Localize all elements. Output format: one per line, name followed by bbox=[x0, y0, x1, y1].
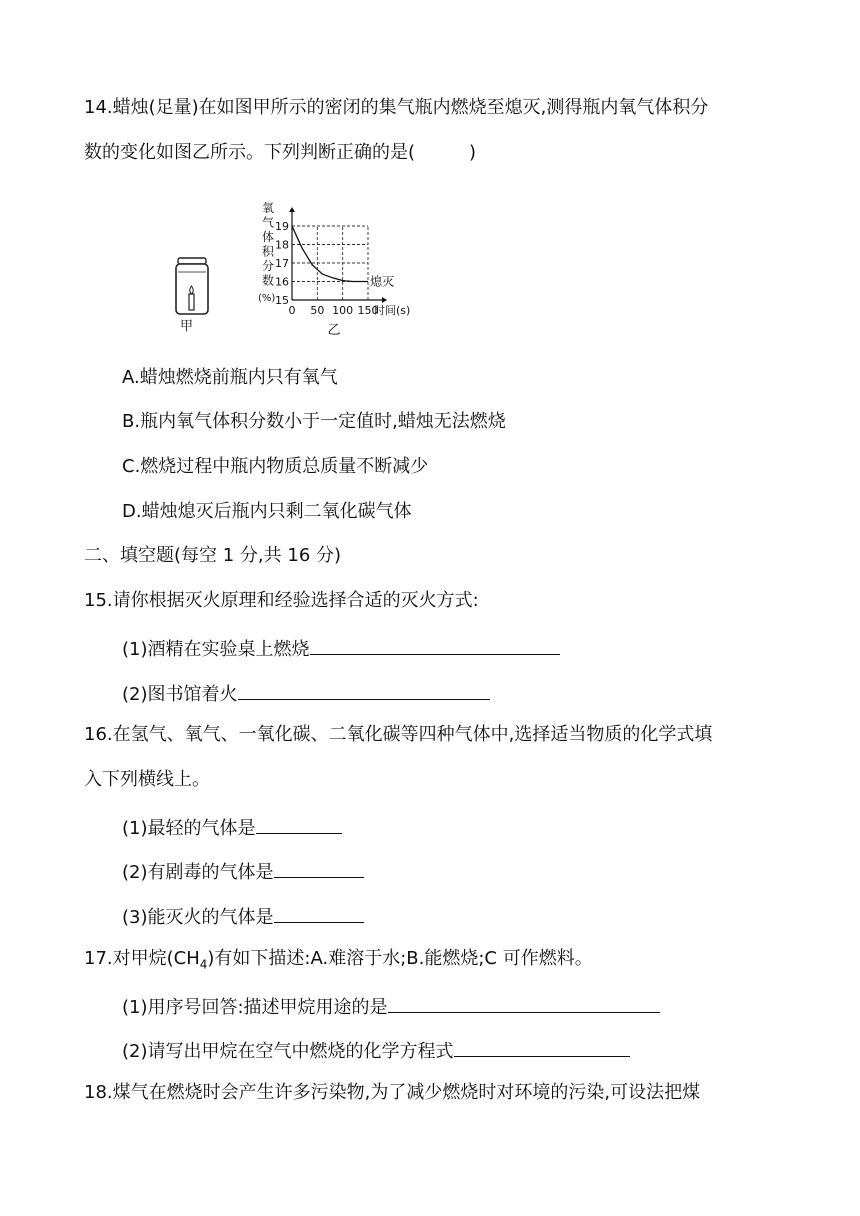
y-tick-label: 18 bbox=[275, 238, 289, 252]
q17-item-1 bbox=[122, 992, 660, 1020]
x-axis-arrow bbox=[382, 297, 387, 303]
y-axis-label-char: 氧 bbox=[262, 201, 275, 215]
q17-answer-blank-2[interactable] bbox=[454, 1036, 630, 1057]
section-2-title: 二、填空题(每空 1 分,共 16 分) bbox=[84, 545, 342, 566]
q14-option-d: D.蜡烛熄灭后瓶内只剩二氧化碳气体 bbox=[122, 501, 412, 522]
x-tick-label: 50 bbox=[310, 304, 325, 317]
q16-stem-line1: 16.在氢气、氧气、一氧化碳、二氧化碳等四种气体中,选择适当物质的化学式填 bbox=[84, 724, 713, 745]
q17-answer-blank-1[interactable] bbox=[388, 992, 660, 1013]
q14-stem-line1: 14.蜡烛(足量)在如图甲所示的密闭的集气瓶内燃烧至熄灭,测得瓶内氧气体积分 bbox=[84, 97, 709, 118]
y-tick-label: 19 bbox=[275, 220, 289, 233]
oxygen-chart bbox=[258, 201, 410, 338]
y-axis-arrow bbox=[289, 207, 295, 212]
q15-item-1-text: (1)酒精在实验桌上燃烧 bbox=[122, 639, 310, 660]
q14-figure bbox=[170, 194, 440, 344]
q17-stem bbox=[84, 947, 593, 977]
q14-option-a: A.蜡烛燃烧前瓶内只有氧气 bbox=[122, 367, 338, 388]
figure-svg bbox=[170, 194, 440, 344]
q16-item-3-text: (3)能灭火的气体是 bbox=[122, 907, 274, 928]
q14-option-b: B.瓶内氧气体积分数小于一定值时,蜡烛无法燃烧 bbox=[122, 411, 506, 432]
q15-stem: 15.请你根据灭火原理和经验选择合适的灭火方式: bbox=[84, 590, 479, 611]
y-tick-label: 15 bbox=[275, 294, 289, 307]
q17-stem-a: 17.对甲烷(CH bbox=[84, 948, 200, 969]
q15-item-2-text: (2)图书馆着火 bbox=[122, 684, 238, 705]
q17-item-1-text: (1)用序号回答:描述甲烷用途的是 bbox=[122, 997, 388, 1018]
y-axis-label-char: 气 bbox=[262, 215, 275, 230]
x-axis-label: 时间(s) bbox=[374, 304, 411, 317]
q16-item-1-text: (1)最轻的气体是 bbox=[122, 818, 256, 839]
q16-stem-line2: 入下列横线上。 bbox=[84, 769, 210, 790]
q16-answer-blank-1[interactable] bbox=[256, 813, 342, 834]
q17-item-2-text: (2)请写出甲烷在空气中燃烧的化学方程式 bbox=[122, 1041, 454, 1062]
gas-jar-icon bbox=[176, 258, 208, 314]
q17-item-2 bbox=[122, 1036, 630, 1064]
q15-item-1 bbox=[122, 634, 560, 662]
q15-item-2 bbox=[122, 679, 490, 707]
q15-answer-blank-1[interactable] bbox=[310, 634, 560, 655]
x-tick-label: 0 bbox=[288, 304, 296, 317]
q14-option-c: C.燃烧过程中瓶内物质总质量不断减少 bbox=[122, 456, 429, 477]
q18-stem-line1: 18.煤气在燃烧时会产生许多污染物,为了减少燃烧时对环境的污染,可设法把煤 bbox=[84, 1082, 701, 1103]
q14-stem-line2: 数的变化如图乙所示。下列判断正确的是( ) bbox=[84, 142, 477, 163]
y-axis-label-char: 数 bbox=[262, 273, 275, 288]
q16-answer-blank-2[interactable] bbox=[274, 857, 364, 878]
q16-item-2 bbox=[122, 857, 364, 885]
y-axis-label-char: 分 bbox=[262, 259, 275, 273]
q15-answer-blank-2[interactable] bbox=[238, 679, 490, 700]
oxygen-curve bbox=[292, 226, 368, 282]
y-tick-label: 17 bbox=[275, 257, 289, 270]
extinguished-annotation: 熄灭 bbox=[370, 274, 395, 289]
x-tick-label: 100 bbox=[332, 304, 354, 317]
q16-item-1 bbox=[122, 813, 342, 841]
y-axis-label-char: 体 bbox=[262, 230, 275, 244]
x-tick-label: 150 bbox=[357, 304, 379, 317]
jar-label: 甲 bbox=[180, 319, 194, 334]
y-tick-label: 16 bbox=[275, 275, 289, 289]
q16-item-2-text: (2)有剧毒的气体是 bbox=[122, 862, 274, 883]
y-axis-label-char: 积 bbox=[262, 244, 275, 259]
q17-stem-b: )有如下描述:A.难溶于水;B.能燃烧;C 可作燃料。 bbox=[207, 948, 593, 969]
chart-caption: 乙 bbox=[327, 323, 341, 338]
q16-answer-blank-3[interactable] bbox=[274, 902, 364, 923]
q17-stem-subscript: 4 bbox=[199, 957, 208, 972]
q16-item-3 bbox=[122, 902, 364, 930]
y-axis-unit: (%) bbox=[258, 293, 276, 304]
